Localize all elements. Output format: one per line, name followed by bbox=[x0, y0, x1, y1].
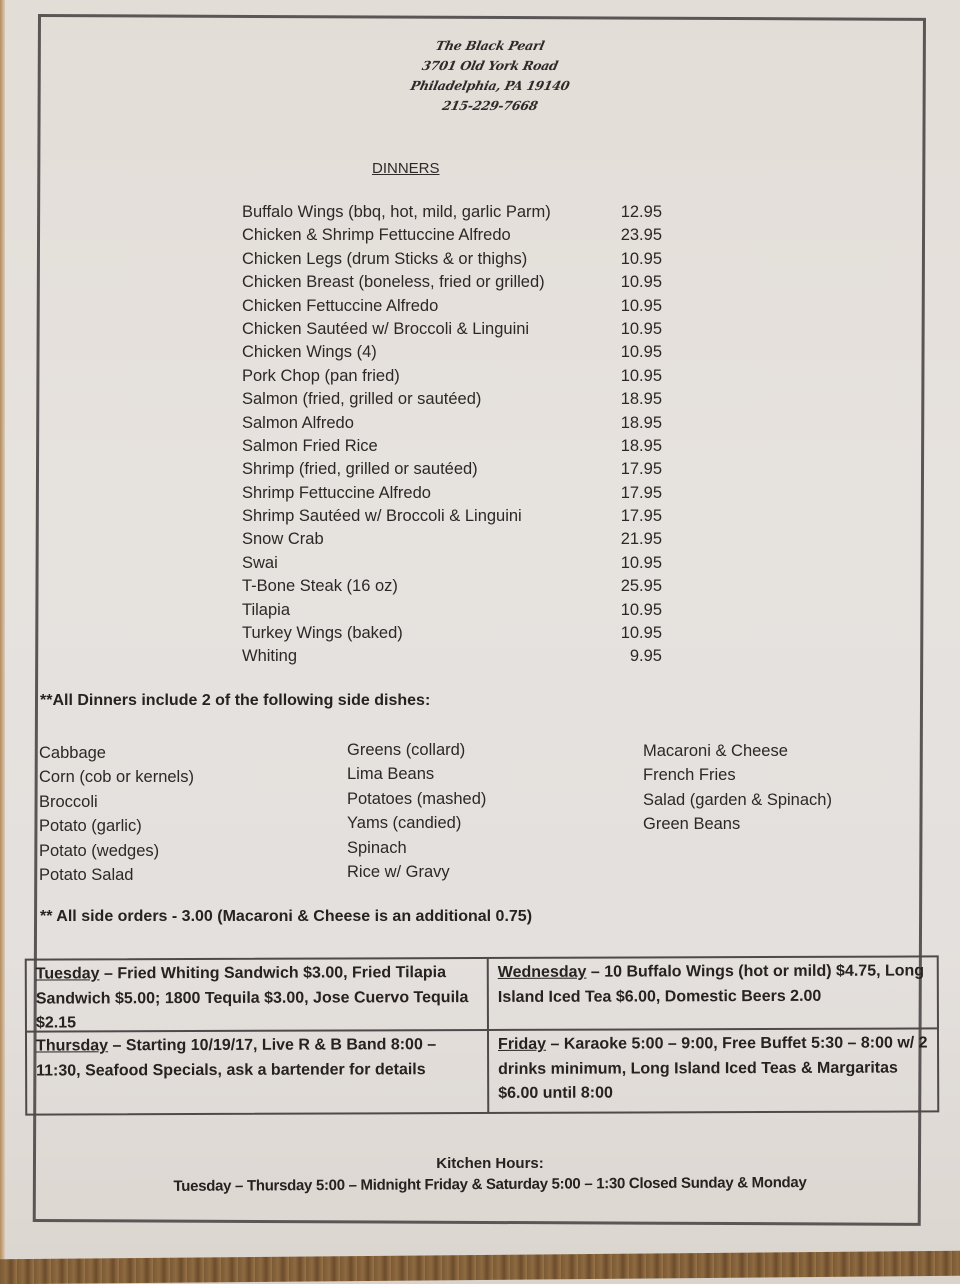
weekly-specials-table bbox=[25, 955, 940, 1115]
dinner-name: Salmon Alfredo bbox=[242, 413, 354, 432]
side-dish: Greens (collard) bbox=[347, 741, 466, 759]
dinner-name: Swai bbox=[242, 553, 278, 572]
dinner-name: Turkey Wings (baked) bbox=[242, 624, 403, 643]
dinner-name: Shrimp Sautéed w/ Broccoli & Linguini bbox=[242, 507, 522, 526]
dinner-price: 9.95 bbox=[629, 647, 662, 666]
sides-column-1 bbox=[39, 741, 194, 887]
dinner-name: Chicken Breast (boneless, fried or grilled) bbox=[242, 273, 545, 292]
dinner-price: 10.95 bbox=[620, 624, 662, 643]
dinner-item bbox=[242, 295, 662, 318]
side-dish: Spinach bbox=[347, 838, 407, 857]
special-day: Tuesday bbox=[35, 965, 100, 983]
sides-column-2 bbox=[347, 738, 486, 884]
dinner-price: 10.95 bbox=[620, 319, 662, 338]
side-dish: Salad (garden & Spinach) bbox=[643, 790, 832, 809]
side-dish: Potato (wedges) bbox=[39, 841, 160, 860]
dinner-item bbox=[242, 599, 662, 622]
dinner-name: Snow Crab bbox=[242, 530, 324, 549]
dinner-price: 10.95 bbox=[620, 296, 662, 315]
special-thursday bbox=[27, 1031, 489, 1114]
phone-number: 215-229-7668 bbox=[441, 98, 540, 113]
special-text: – 10 Buffalo Wings (hot or mild) $4.75, Long Island Iced Tea $6.00, Domestic Beers 2.00 bbox=[497, 962, 925, 1006]
dinner-item bbox=[242, 505, 662, 528]
side-dish: Potatoes (mashed) bbox=[347, 789, 487, 808]
dinner-price: 12.95 bbox=[620, 203, 662, 221]
special-friday bbox=[489, 1029, 937, 1112]
special-day: Thursday bbox=[36, 1037, 109, 1055]
kitchen-hours-line: Tuesday – Thursday 5:00 – Midnight Friday & Saturday 5:00 – 1:30 Closed Sunday & Monday bbox=[173, 1174, 807, 1195]
side-dish: Macaroni & Cheese bbox=[643, 742, 788, 760]
dinner-price: 21.95 bbox=[620, 530, 662, 549]
dinner-price: 18.95 bbox=[620, 436, 662, 455]
dinner-item bbox=[242, 645, 662, 668]
dinner-item bbox=[242, 435, 662, 458]
dinner-item bbox=[242, 248, 662, 271]
dinner-item bbox=[242, 575, 662, 598]
dinner-item bbox=[242, 271, 662, 294]
background-edge bbox=[0, 0, 5, 1262]
dinner-item bbox=[242, 528, 662, 551]
dinner-name: Buffalo Wings (bbq, hot, mild, garlic Parm) bbox=[242, 203, 551, 221]
dinner-price: 10.95 bbox=[620, 343, 662, 362]
dinner-name: Shrimp Fettuccine Alfredo bbox=[242, 483, 431, 502]
side-dish: Potato Salad bbox=[39, 865, 134, 884]
side-orders-note: ** All side orders - 3.00 (Macaroni & Cheese is an additional 0.75) bbox=[40, 908, 533, 925]
address-line-2: Philadelphia, PA 19140 bbox=[409, 78, 571, 93]
dinner-price: 17.95 bbox=[620, 460, 662, 479]
address-line-1: 3701 Old York Road bbox=[420, 58, 560, 73]
dinner-name: Chicken Sautéed w/ Broccoli & Linguini bbox=[242, 319, 530, 338]
dinner-item bbox=[242, 388, 662, 411]
side-dish: Corn (cob or kernels) bbox=[39, 768, 194, 787]
dinner-item bbox=[242, 552, 662, 575]
side-dish: Lima Beans bbox=[347, 765, 435, 784]
dinner-item bbox=[242, 412, 662, 435]
dinner-name: T-Bone Steak (16 oz) bbox=[242, 577, 398, 596]
dinner-item bbox=[242, 201, 662, 224]
kitchen-hours bbox=[100, 1155, 880, 1193]
side-dish: Green Beans bbox=[643, 815, 741, 834]
special-wednesday bbox=[489, 957, 937, 1031]
special-day: Wednesday bbox=[497, 963, 587, 981]
dinner-name: Pork Chop (pan fried) bbox=[242, 366, 400, 385]
dinner-price: 10.95 bbox=[620, 249, 662, 268]
sides-included-note: **All Dinners include 2 of the following side dishes: bbox=[40, 692, 431, 709]
dinner-item bbox=[242, 365, 662, 388]
side-dish: Potato (garlic) bbox=[39, 817, 142, 836]
kitchen-hours-title: Kitchen Hours: bbox=[436, 1155, 544, 1172]
sides-column-3 bbox=[643, 739, 832, 837]
dinner-price: 17.95 bbox=[620, 483, 662, 502]
dinner-item bbox=[242, 622, 662, 645]
dinner-price: 10.95 bbox=[620, 273, 662, 292]
dinner-price: 10.95 bbox=[620, 600, 662, 619]
dinner-item bbox=[242, 318, 662, 341]
dinner-price: 18.95 bbox=[620, 413, 662, 432]
dinner-name: Shrimp (fried, grilled or sautéed) bbox=[242, 460, 478, 479]
dinner-price: 18.95 bbox=[620, 390, 662, 409]
dinner-name: Salmon (fried, grilled or sautéed) bbox=[242, 390, 482, 409]
restaurant-header bbox=[380, 36, 600, 116]
dinner-price: 10.95 bbox=[620, 553, 662, 572]
side-dish: French Fries bbox=[643, 766, 736, 785]
special-text: – Starting 10/19/17, Live R & B Band 8:00 – 11:30, Seafood Specials, ask a bartender for details bbox=[36, 1036, 437, 1080]
dinner-name: Whiting bbox=[242, 647, 298, 666]
special-text: – Karaoke 5:00 – 9:00, Free Buffet 5:30 – 8:00 w/ 2 drinks minimum, Long Island Iced Teas & Margaritas $6.00 until 8:00 bbox=[498, 1034, 928, 1102]
dinner-price: 17.95 bbox=[620, 507, 662, 526]
dinner-item bbox=[242, 482, 662, 505]
side-dish: Yams (candied) bbox=[347, 814, 462, 833]
dinner-name: Tilapia bbox=[242, 600, 290, 619]
side-dish: Broccoli bbox=[39, 792, 98, 811]
dinners-title: DINNERS bbox=[372, 160, 440, 177]
dinner-list bbox=[242, 201, 662, 669]
dinner-item bbox=[242, 341, 662, 364]
dinner-name: Chicken Fettuccine Alfredo bbox=[242, 296, 439, 315]
dinner-name: Chicken Legs (drum Sticks & or thighs) bbox=[242, 249, 528, 268]
dinner-price: 10.95 bbox=[620, 366, 662, 385]
dinner-item bbox=[242, 458, 662, 481]
special-day: Friday bbox=[498, 1035, 547, 1053]
side-dish: Rice w/ Gravy bbox=[347, 862, 450, 881]
side-dish: Cabbage bbox=[39, 744, 106, 762]
dinner-item bbox=[242, 224, 662, 247]
dinner-name: Chicken & Shrimp Fettuccine Alfredo bbox=[242, 226, 511, 245]
dinner-name: Salmon Fried Rice bbox=[242, 436, 378, 455]
dinner-price: 23.95 bbox=[620, 226, 662, 245]
dinner-name: Chicken Wings (4) bbox=[242, 343, 377, 362]
dinner-price: 25.95 bbox=[620, 577, 662, 596]
restaurant-name: The Black Pearl bbox=[434, 38, 546, 53]
special-tuesday bbox=[27, 959, 489, 1033]
special-text: – Fried Whiting Sandwich $3.00, Fried Tilapia Sandwich $5.00; 1800 Tequila $3.00, Jose Cuervo Tequila $2.15 bbox=[35, 964, 469, 1032]
